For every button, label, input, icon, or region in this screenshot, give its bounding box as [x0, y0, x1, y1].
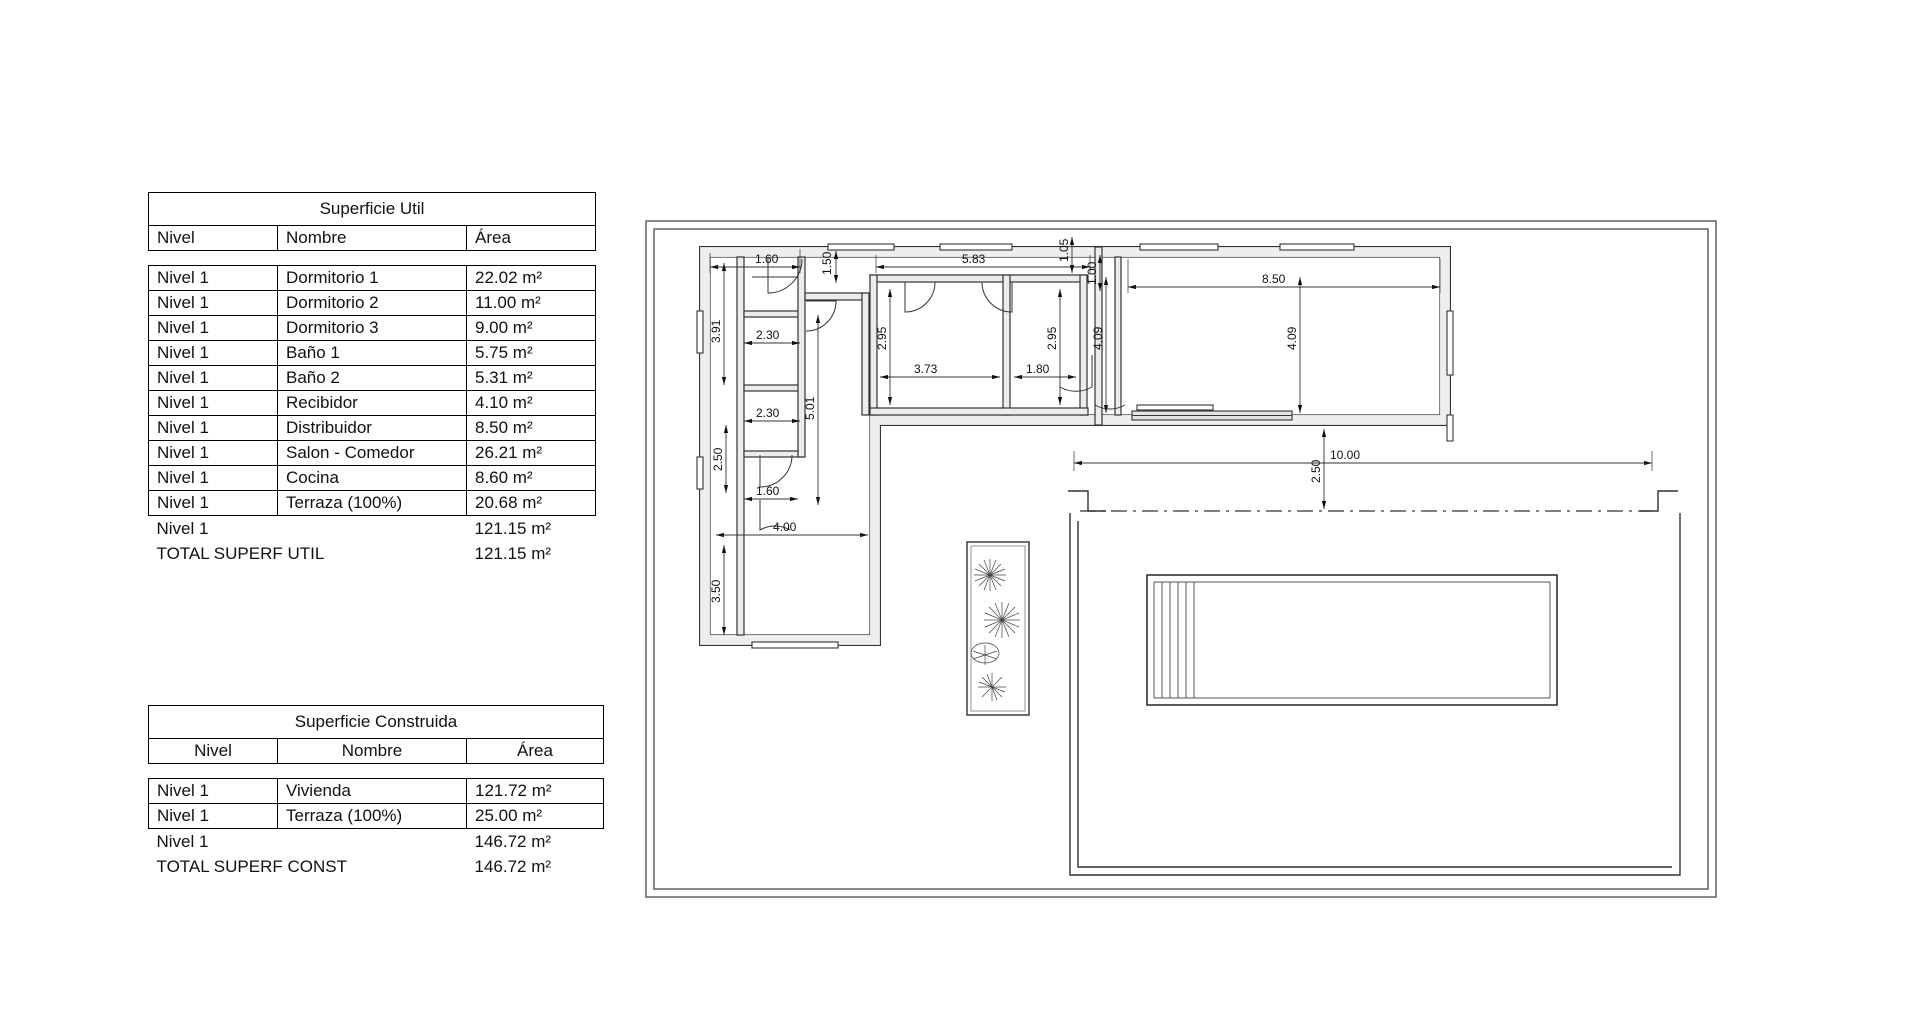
util-total-row [149, 541, 596, 566]
cell-area: 26.21 m² [467, 441, 596, 466]
table-row [149, 266, 596, 291]
cell-nombre: Salon - Comedor [278, 441, 467, 466]
table-row [149, 391, 596, 416]
floor-plan-drawing [640, 215, 1760, 925]
table-row [149, 779, 604, 804]
cell-area: 9.00 m² [467, 316, 596, 341]
util-total-value: 121.15 m² [474, 544, 552, 563]
dim-1-05: 1.05 [1057, 238, 1071, 262]
superficie-util-table [148, 192, 596, 566]
floor-plan-svg [640, 215, 1760, 925]
interior-partitions [737, 247, 1121, 635]
dim-3-50: 3.50 [709, 579, 723, 603]
table-row [149, 341, 596, 366]
cell-nivel: Nivel 1 [149, 341, 278, 366]
cell-area: 25.00 m² [467, 804, 604, 829]
dim-1-60: 1.60 [755, 252, 779, 266]
cell-nivel: Nivel 1 [149, 291, 278, 316]
cell-nivel: Nivel 1 [149, 366, 278, 391]
dim-2-50-a: 2.50 [711, 447, 725, 471]
dim-5-83: 5.83 [962, 252, 986, 266]
const-header-nombre: Nombre [278, 739, 467, 764]
const-header-area: Área [467, 739, 604, 764]
dim-2-95-b: 2.95 [1045, 326, 1059, 350]
table-row [149, 291, 596, 316]
const-total-row [149, 854, 604, 879]
plant-icon [971, 559, 1020, 701]
cell-nivel: Nivel 1 [149, 491, 278, 516]
dim-8-50: 8.50 [1262, 272, 1286, 286]
dim-3-91: 3.91 [709, 319, 723, 343]
cell-area: 5.75 m² [467, 341, 596, 366]
window-openings [697, 244, 1453, 648]
dim-1-00: 1.00 [1085, 261, 1099, 285]
dim-3-73: 3.73 [914, 362, 938, 376]
const-table-title: Superficie Construida [149, 706, 604, 739]
dim-2-30-b: 2.30 [756, 406, 780, 420]
dim-2-30-a: 2.30 [756, 328, 780, 342]
const-total-value: 146.72 m² [474, 857, 552, 876]
cell-nivel: Nivel 1 [149, 466, 278, 491]
table-row [149, 416, 596, 441]
cell-nombre: Dormitorio 2 [278, 291, 467, 316]
table-header-row [149, 226, 596, 251]
dim-5-01: 5.01 [803, 396, 817, 420]
cell-area: 121.72 m² [467, 779, 604, 804]
table-title-row [149, 193, 596, 226]
cell-nombre: Dormitorio 1 [278, 266, 467, 291]
table-row [149, 316, 596, 341]
const-header-nivel: Nivel [149, 739, 278, 764]
garden-planter [967, 542, 1029, 715]
cell-nombre: Baño 1 [278, 341, 467, 366]
table-header-row [149, 739, 604, 764]
cell-nombre: Distribuidor [278, 416, 467, 441]
table-row [149, 491, 596, 516]
cell-area: 4.10 m² [467, 391, 596, 416]
cell-area: 11.00 m² [467, 291, 596, 316]
util-total-label: TOTAL SUPERF UTIL [156, 544, 325, 563]
cell-nombre: Cocina [278, 466, 467, 491]
const-subtotal-row [149, 829, 604, 855]
table-title-row [149, 706, 604, 739]
util-table-title: Superficie Util [149, 193, 596, 226]
cell-nivel: Nivel 1 [149, 266, 278, 291]
dim-1-60-b: 1.60 [756, 484, 780, 498]
cell-nombre: Dormitorio 3 [278, 316, 467, 341]
cell-nombre: Terraza (100%) [278, 491, 467, 516]
cell-nombre: Baño 2 [278, 366, 467, 391]
cell-nivel: Nivel 1 [149, 316, 278, 341]
util-header-nivel: Nivel [149, 226, 278, 251]
swimming-pool [1147, 575, 1557, 705]
superficie-construida-table [148, 705, 604, 879]
table-spacer [149, 764, 604, 779]
table-row [149, 366, 596, 391]
const-subtotal-value: 146.72 m² [474, 832, 552, 851]
const-subtotal-label: Nivel 1 [156, 832, 209, 851]
cell-area: 8.60 m² [467, 466, 596, 491]
util-subtotal-row [149, 516, 596, 542]
table-row [149, 804, 604, 829]
dim-2-50-b: 2.50 [1309, 459, 1323, 483]
dim-1-80: 1.80 [1026, 362, 1050, 376]
house-walls [700, 247, 1450, 645]
dim-1-50: 1.50 [820, 251, 834, 275]
cell-nivel: Nivel 1 [149, 441, 278, 466]
pool-steps [1162, 582, 1194, 698]
plot-boundary [646, 221, 1716, 897]
cell-nombre: Terraza (100%) [278, 804, 467, 829]
util-header-area: Área [467, 226, 596, 251]
cell-area: 22.02 m² [467, 266, 596, 291]
cell-area: 5.31 m² [467, 366, 596, 391]
util-subtotal-value: 121.15 m² [474, 519, 552, 538]
dim-2-95-a: 2.95 [875, 326, 889, 350]
cell-area: 20.68 m² [467, 491, 596, 516]
cell-nombre: Vivienda [278, 779, 467, 804]
cell-nombre: Recibidor [278, 391, 467, 416]
dim-4-09-a: 4.09 [1091, 326, 1105, 350]
dim-4-00: 4.00 [773, 520, 797, 534]
const-total-label: TOTAL SUPERF CONST [156, 857, 347, 876]
terrace-corner-marks [1068, 491, 1678, 511]
cell-nivel: Nivel 1 [149, 779, 278, 804]
table-row [149, 441, 596, 466]
table-row [149, 466, 596, 491]
util-subtotal-label: Nivel 1 [156, 519, 209, 538]
cell-nivel: Nivel 1 [149, 416, 278, 441]
cell-area: 8.50 m² [467, 416, 596, 441]
cell-nivel: Nivel 1 [149, 391, 278, 416]
table-spacer [149, 251, 596, 266]
dim-4-09-b: 4.09 [1285, 326, 1299, 350]
cell-nivel: Nivel 1 [149, 804, 278, 829]
util-header-nombre: Nombre [278, 226, 467, 251]
dim-10-00: 10.00 [1330, 448, 1361, 462]
